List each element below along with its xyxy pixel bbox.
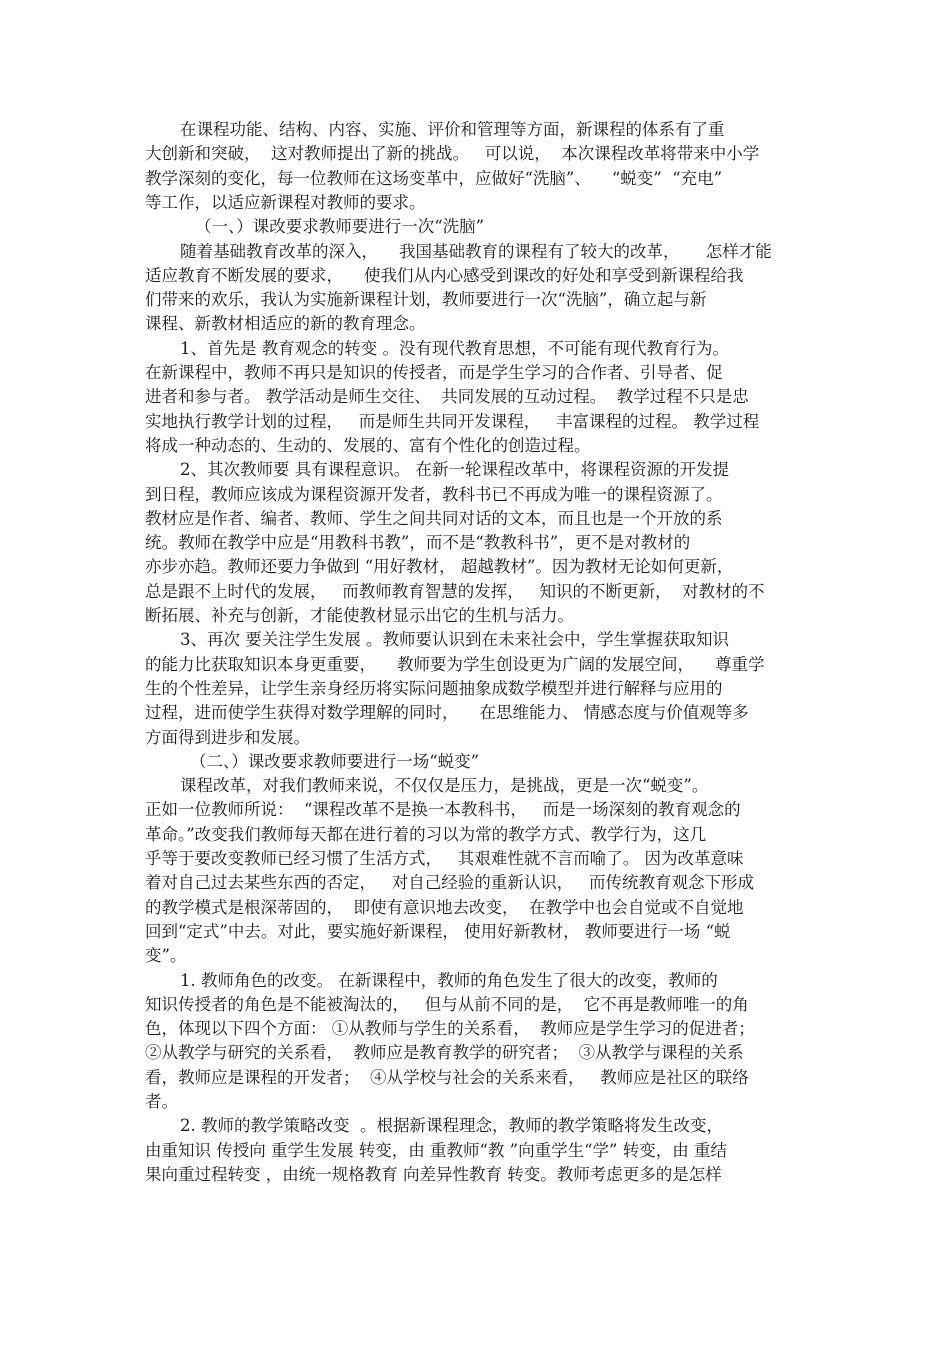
text-line: 教材应是作者、编者、教师、学生之间共同对话的文本，而且也是一个开放的系 xyxy=(145,508,723,528)
text-line: 色，体现以下四个方面： ①从教师与学生的关系看， 教师应是学生学习的促进者； xyxy=(145,1019,755,1039)
text-line: 果向重过程转变 ，由统一规格教育 向差异性教育 转变。教师考虑更多的是怎样 xyxy=(145,1164,722,1184)
text-line: 1. 教师角色的改变。 在新课程中，教师的角色发生了很大的改变，教师的 xyxy=(180,970,718,990)
text-line: 回到“定式”中去。对此，要实施好新课程， 使用好新教材， 教师要进行一场 “蜕 xyxy=(145,921,731,941)
text-line: 生的个性差异，让学生亲身经历将实际问题抽象成数学模型并进行解释与应用的 xyxy=(145,678,723,698)
text-line: （二、）课改要求教师要进行一场“蜕变” xyxy=(190,751,480,771)
text-line: 断拓展、补充与创新，才能使教材显示出它的生机与活力。 xyxy=(145,606,574,625)
text-line: 知识传授者的角色是不能被淘汰的， 但与从前不同的是， 它不再是教师唯一的角 xyxy=(145,994,749,1014)
text-line: 者。 xyxy=(145,1092,178,1111)
text-line: 总是跟不上时代的发展， 而教师教育智慧的发挥， 知识的不断更新， 对教材的不 xyxy=(145,581,765,601)
text-line: 革命。”改变我们教师每天都在进行着的习以为常的教学方式、教学行为，这几 xyxy=(145,824,707,844)
text-line: 正如一位教师所说： “课程改革不是换一本教科书， 而是一场深刻的教育观念的 xyxy=(145,800,741,820)
text-line: 等工作，以适应新课程对教师的要求。 xyxy=(145,192,426,212)
text-line: 2、其次教师要 具有课程意识。 在新一轮课程改革中，将课程资源的开发提 xyxy=(180,460,729,480)
text-line: 2. 教师的教学策略改变 。根据新课程理念，教师的教学策略将发生改变， xyxy=(180,1116,723,1136)
text-line: 们带来的欢乐，我认为实施新课程计划，教师要进行一次“洗脑”，确立起与新 xyxy=(145,290,707,310)
text-line: 变”。 xyxy=(145,946,187,966)
text-line: 进者和参与者。 教学活动是师生交往、 共同发展的互动过程。 教学过程不只是忠 xyxy=(145,387,749,407)
text-line: 实地执行教学计划的过程， 而是师生共同开发课程， 丰富课程的过程。 教学过程 xyxy=(145,411,760,431)
text-line: 在新课程中，教师不再只是知识的传授者，而是学生学习的合作者、引导者、促 xyxy=(145,363,723,382)
text-line: 将成一种动态的、生动的、发展的、富有个性化的创造过程。 xyxy=(145,435,591,455)
text-line: 方面得到进步和发展。 xyxy=(145,727,310,747)
text-line: 过程，进而使学生获得对数学理解的同时， 在思维能力、 情感态度与价值观等多 xyxy=(145,703,749,723)
text-line: 到日程，教师应该成为课程资源开发者，教科书已不再成为唯一的课程资源了。 xyxy=(145,484,723,504)
text-line: 的教学模式是根深蒂固的， 即使有意识地去改变， 在教学中也会自觉或不自觉地 xyxy=(145,897,744,917)
text-line: 适应教育不断发展的要求， 使我们从内心感受到课改的好处和享受到新课程给我 xyxy=(145,265,744,285)
text-line: 3、再次 要关注学生发展 。教师要认识到在未来社会中，学生掌握获取知识 xyxy=(180,630,729,650)
text-line: 在课程功能、结构、内容、实施、评价和管理等方面，新课程的体系有了重 xyxy=(180,120,725,139)
text-line: 乎等于要改变教师已经习惯了生活方式， 其艰难性就不言而喻了。 因为改革意味 xyxy=(145,849,744,868)
text-line: 大创新和突破， 这对教师提出了新的挑战。 可以说， 本次课程改革将带来中小学 xyxy=(145,144,760,164)
text-line: 随着基础教育改革的深入， 我国基础教育的课程有了较大的改革， 怎样才能 xyxy=(180,241,772,261)
text-line: 教学深刻的变化，每一位教师在这场变革中，应做好“洗脑”、 “蜕变” “充电” xyxy=(145,168,723,188)
text-line: 统。教师在教学中应是“用教科书教”，而不是“教教科书”，更不是对教材的 xyxy=(145,533,691,553)
text-line: 课程、新教材相适应的新的教育理念。 xyxy=(145,314,426,334)
text-line: ②从教学与研究的关系看， 教师应是教育教学的研究者； ③从教学与课程的关系 xyxy=(145,1043,744,1063)
text-line: 的能力比获取知识本身更重要， 教师要为学生创设更为广阔的发展空间， 尊重学 xyxy=(145,654,765,674)
text-line: 1、首先是 教育观念的转变 。没有现代教育思想，不可能有现代教育行为。 xyxy=(180,338,729,358)
text-line: 亦步亦趋。教师还要力争做到 “用好教材， 超越教材”。因为教材无论如何更新， xyxy=(145,557,734,577)
text-line: 着对自己过去某些东西的否定， 对自己经验的重新认识， 而传统教育观念下形成 xyxy=(145,873,754,893)
text-line: （一、）课改要求教师要进行一次“洗脑” xyxy=(195,217,485,237)
text-line: 由重知识 传授向 重学生发展 转变，由 重教师“教 ”向重学生“学” 转变，由 重结 xyxy=(145,1140,727,1160)
text-line: 课程改革，对我们教师来说，不仅仅是压力，是挑战，更是一次“蜕变”。 xyxy=(180,776,709,796)
text-line: 看，教师应是课程的开发者； ④从学校与社会的关系来看， 教师应是社区的联络 xyxy=(145,1067,749,1087)
